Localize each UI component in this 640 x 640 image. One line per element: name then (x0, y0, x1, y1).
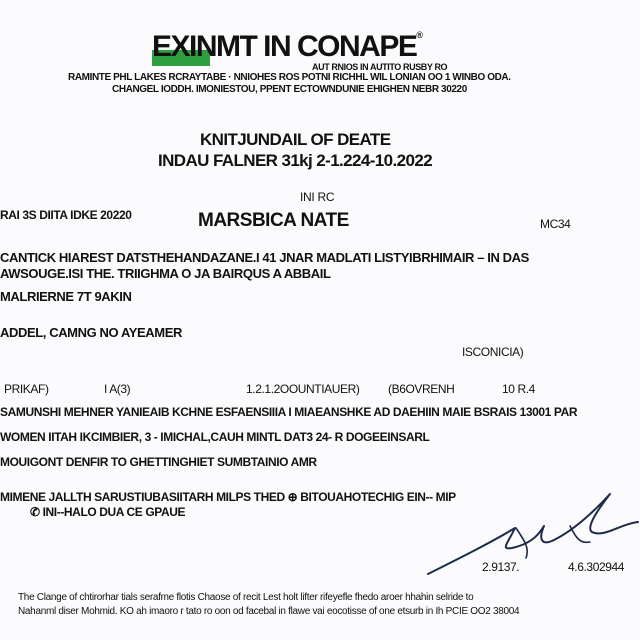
footer-line-2: Nahanml diser Mohmid. KO ah imaoro r tato ro oon od facebal in flawe vai eocotisse of one etsurb in Ih PCIE OO2 38004 (18, 606, 520, 617)
footer-line-1: The Clange of chtirorhar tials serafme flotis Chaose of recit Lest holt lifter rifeyefle fhedo aroer hhahin selride to (18, 592, 474, 603)
body-line-4: ADDEL, CAMNG NO AYEAMER (0, 325, 182, 340)
logo-text: EXINMT IN CONAPE (152, 30, 417, 63)
row-col-1: PRIKAF) (4, 382, 49, 396)
right-note: ISCONICIA) (462, 345, 524, 359)
document-title: KNITJUNDAIL OF DEATE (200, 130, 391, 149)
detail-line-4: MIMENE JALLTH SARUSTIUBASIITARH MILPS THED ⊕ BITOUAHOTECHIG EIN-- MIP (0, 490, 456, 504)
signature-date-2: 4.6.302944 (568, 560, 625, 574)
recipient-name: MARSBICA NATE (198, 210, 349, 231)
detail-line-2: WOMEN IITAH IKCIMBIER, 3 - IMICHAL,CAUH MINTL DAT3 24- R DOGEEINSARL (0, 430, 430, 444)
left-date: RAI 3S DIITA IDKE 20220 (0, 208, 132, 222)
document-subtitle: INDAU FALNER 31kj 2-1.224-10.2022 (158, 151, 433, 170)
header-right-small: AUT RNIOS IN AUTITO RUSBY RO (312, 62, 448, 72)
detail-line-3: MOUIGONT DENFIR TO GHETTINGHIET SUMBTAINIO AMR (0, 455, 317, 469)
body-line-2: AWSOUGE.ISI THE. TRIIGHMA O JA BAIRQUS A ABBAIL (0, 266, 331, 281)
row-col-4: (B6OVRENH (388, 382, 455, 396)
in-rc-label: INI RC (300, 190, 335, 204)
signature-date-1: 2.9137. (482, 560, 520, 574)
detail-line-1: SAMUNSHI MEHNER YANIEAIB KCHNE ESFAENSIIIA I MIAEANSHKE AD DAEHIIN MAIE BSRAIS 13001 PAR (0, 405, 578, 419)
row-col-3: 1.2.1.2OOUNTIAUER) (246, 382, 360, 396)
registered-mark: ® (416, 30, 422, 40)
company-logo (152, 30, 422, 64)
header-address-line1: RAMINTE PHL LAKES RCRAYTABE · NNIOHES ROS POTNI RICHHL WIL LONIAN OO 1 WINBO ODA. (68, 72, 511, 83)
row-col-5: 10 R.4 (502, 382, 535, 396)
body-line-1: CANTICK HIARESТ DATSTHEHANDAZANE.I 41 JNAR MADLATI LISTYIBRHIMAIR – IN DAS (0, 250, 529, 265)
detail-line-5: ✆ INI--HALO DUA CE GPAUE (30, 505, 186, 519)
header-address-line2: CHANGEL IODDH. IMONIESTOU, PPENT ECTOWNDUNIE EHIGHEN NEBR 30220 (112, 84, 467, 95)
row-col-2: I A(3) (104, 382, 131, 396)
body-line-3: MALRIERNE 7T 9AKIN (0, 289, 132, 304)
code-label: MC34 (540, 217, 571, 231)
